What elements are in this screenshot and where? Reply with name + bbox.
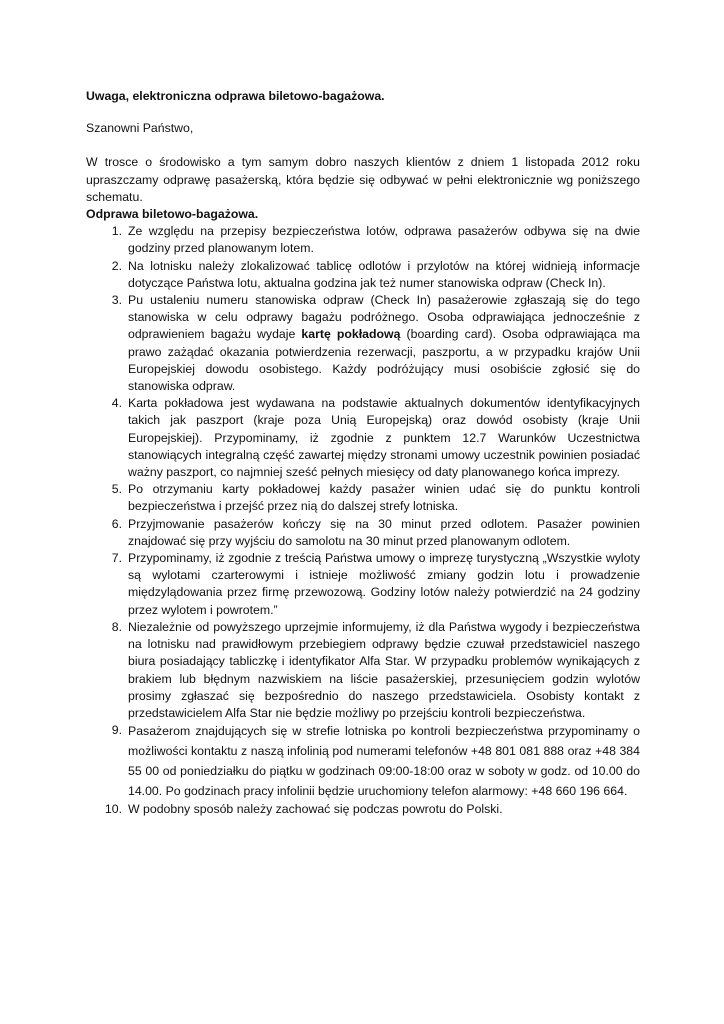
list-item-text: Na lotnisku należy zlokalizować tablicę odlotów i przylotów na której widnieją informacje dotyczące Państwa lotu, aktualna godzina jak też numer stanowiska odpraw (Check In). — [128, 258, 640, 290]
list-item — [86, 481, 640, 515]
list-item-text: Ze względu na przepisy bezpieczeństwa lotów, odprawa pasażerów odbywa się na dwie godziny przed planowanym lotem. — [128, 224, 640, 256]
list-item-text — [128, 292, 640, 395]
document-page — [86, 88, 640, 819]
list-item-number: 10. — [104, 802, 122, 817]
list-item-number: 1. — [111, 224, 122, 239]
list-item-number: 9. — [111, 723, 122, 738]
document-heading: Uwaga, elektroniczna odprawa biletowo-bagażowa. — [86, 89, 385, 103]
list-item-number: 7. — [111, 551, 122, 566]
list-item-text: Pasażerom znajdujących się w strefie lotniska po kontroli bezpieczeństwa przypominamy o możliwości kontaktu z naszą infolinią pod numerami telefonów +48 801 081 888 oraz +48 384 55 00 od poniedziałku do piątku w godzinach 09:00-18:00 oraz w soboty w godz. od 10.00 do 14.00. Po godzinach pracy infolinii będzie uruchomiony telefon alarmowy: +48 660 196 664. — [128, 724, 640, 798]
list-item — [86, 801, 640, 818]
list-item-number: 3. — [111, 293, 122, 308]
list-item-text: Po otrzymaniu karty pokładowej każdy pasażer winien udać się do punktu kontroli bezpieczeństwa i przejść przez nią do dalszej strefy lotniska. — [128, 482, 640, 514]
list-item-number: 2. — [111, 258, 122, 273]
list-item-text-part: Pu ustaleniu numeru stanowiska odpraw (Check In) pasażerowie zgłaszają się do tego stanowiska w celu odprawy bagażu podróżnego. Osoba odprawiająca jednocześnie z odprawieniem bagażu wydaje — [128, 293, 640, 342]
list-item-text: Przyjmowanie pasażerów kończy się na 30 minut przed odlotem. Pasażer powinien znajdować się przy wyjściu do samolotu na 30 minut przed planowanym odlotem. — [128, 516, 640, 548]
list-item — [86, 223, 640, 257]
section-subheading: Odprawa biletowo-bagażowa. — [86, 207, 259, 222]
list-item — [86, 258, 640, 292]
list-item — [86, 722, 640, 801]
steps-list — [86, 223, 640, 818]
list-item — [86, 516, 640, 550]
list-item-number: 8. — [111, 619, 122, 634]
list-item — [86, 292, 640, 395]
list-item-number: 4. — [111, 396, 122, 411]
intro-paragraph: W trosce o środowisko a tym samym dobro naszych klientów z dniem 1 listopada 2012 roku upraszczamy odprawę pasażerską, która będzie się odbywać w pełni elektronicznie wg poniższego schematu. — [86, 155, 640, 204]
list-item-text: Karta pokładowa jest wydawana na podstawie aktualnych dokumentów identyfikacyjnych takich jak paszport (kraje poza Unią Europejską) oraz dowód osobisty (kraje Unii Europejskiej). Przypominamy, iż zgodnie z punktem 12.7 Warunków Uczestnictwa stanowiących integralną część zawartej między stronami umowy uczestnik powinien posiadać ważny paszport, co najmniej sześć pełnych miesięcy od daty planowanego końca imprezy. — [128, 396, 640, 480]
list-item — [86, 395, 640, 481]
list-item — [86, 550, 640, 619]
list-item-text: W podobny sposób należy zachować się podczas powrotu do Polski. — [128, 802, 503, 817]
list-item-text: Niezależnie od powyższego uprzejmie informujemy, iż dla Państwa wygody i bezpieczeństwa na lotnisku nad prawidłowym przebiegiem odprawy będzie czuwał przedstawiciel naszego biura posiadający tabliczkę i identyfikator Alfa Star. W przypadku problemów wynikających z brakiem lub błędnym nazwiskiem na liście pasażerskiej, przesunięciem godzin wylotów prosimy zgłaszać się bezpośrednio do naszego przedstawiciela. Osobisty kontakt z przedstawicielem Alfa Star nie będzie możliwy po przejściu kontroli bezpieczeństwa. — [128, 619, 640, 720]
boarding-card-emphasis: kartę pokładową — [301, 327, 401, 342]
list-item-text-part: (boarding card). Osoba odprawiająca ma prawo zażądać okazania potwierdzenia rezerwacji, paszportu, a w przypadku krajów Unii Europejskiej dowodu osobistego. Każdy podróżujący musi osobiście zgłosić się do stanowiska odpraw. — [128, 327, 641, 394]
greeting: Szanowni Państwo, — [86, 121, 194, 136]
list-item-text: Przypominamy, iż zgodnie z treścią Państwa umowy o imprezę turystyczną „Wszystkie wyloty są wylotami czarterowymi i istnieje możliwość zmiany godzin lotu i prowadzenie międzylądowania przez firmę przewozową. Godziny lotów należy potwierdzić na 24 godziny przez wylotem i powrotem.” — [128, 551, 640, 617]
list-item-number: 6. — [111, 516, 122, 531]
list-item — [86, 619, 640, 722]
list-item-number: 5. — [111, 482, 122, 497]
